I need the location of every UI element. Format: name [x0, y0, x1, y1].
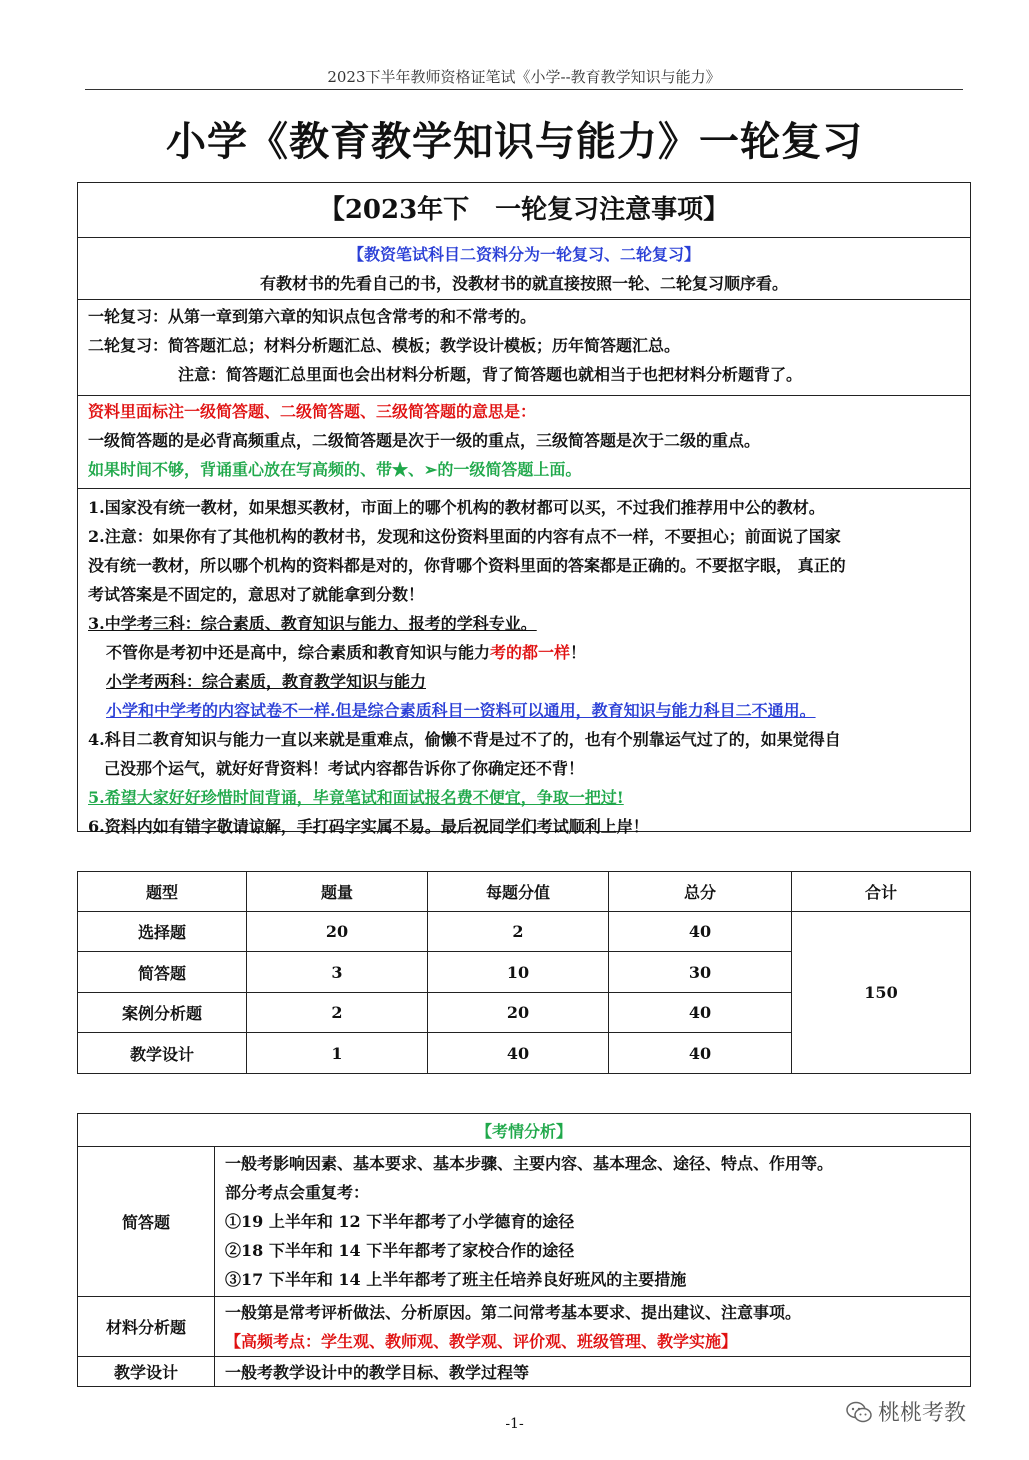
score-cell: 选择题 — [78, 912, 247, 952]
score-header-cell: 总分 — [609, 872, 792, 912]
score-cell: 3 — [247, 952, 428, 993]
analysis-material-l2: 【高频考点：学生观、教师观、教学观、评价观、班级管理、教学实施】 — [225, 1331, 738, 1351]
notice-p5: 5.希望大家好好珍惜时间背诵，毕竟笔试和面试报名费不便宜，争取一把过! — [88, 788, 624, 807]
notice-heading: 【2023年下 一轮复习注意事项】 — [318, 195, 730, 225]
score-cell: 教学设计 — [78, 1033, 247, 1074]
score-cell: 简答题 — [78, 952, 247, 993]
table-row — [78, 1357, 971, 1387]
analysis-short-l1: 一般考影响因素、基本要求、基本步骤、主要内容、基本理念、途径、特点、作用等。 — [225, 1154, 834, 1173]
notice-p4b: 己没那个运气，就好好背资料！考试内容都告诉你了你确定还不背！ — [104, 759, 585, 778]
score-cell: 40 — [609, 912, 792, 952]
notice-p3: 3.中学考三科：综合素质、教育知识与能力、报考的学科专业。 — [88, 614, 537, 633]
notice-s3-line1: 资料里面标注一级简答题、二级简答题、三级简答题的意思是： — [88, 402, 537, 421]
notice-heading-section — [78, 183, 970, 238]
watermark-text: 桃桃考教 — [878, 1401, 967, 1426]
analysis-material-l1: 一般第是常考评析做法、分析原因。第二问常考基本要求、提出建议、注意事项。 — [225, 1302, 802, 1322]
analysis-short-l5: ③17 下半年和 14 上半年都考了班主任培养良好班风的主要措施 — [225, 1270, 687, 1289]
notice-p4a: 4.科目二教育知识与能力一直以来就是重难点，偷懒不背是过不了的，也有个别靠运气过了的，如果觉得自 — [88, 730, 841, 749]
score-cell: 40 — [609, 1033, 792, 1074]
score-total-cell: 150 — [792, 912, 971, 1074]
table-row — [78, 912, 971, 952]
notice-s2-line2: 二轮复习：简答题汇总；材料分析题汇总、模板；教学设计模板；历年简答题汇总。 — [88, 336, 681, 355]
analysis-label: 教学设计 — [78, 1357, 215, 1387]
notice-p3b-red: 考的都一样 — [490, 643, 571, 662]
running-header: 2023下半年教师资格证笔试《小学--教育教学知识与能力》 — [85, 66, 963, 90]
notice-s3-line3: 如果时间不够，背诵重心放在写高频的、带★、➢的一级简答题上面。 — [88, 460, 582, 479]
score-cell: 1 — [247, 1033, 428, 1074]
notice-p2a: 2.注意：如果你有了其他机构的教材书，发现和这份资料里面的内容有点不一样，不要担心；前面说了国家 — [88, 527, 841, 546]
score-cell: 20 — [428, 993, 609, 1033]
score-header-cell: 题型 — [78, 872, 247, 912]
notice-p6: 6.资料内如有错字敬请谅解，手打码字实属不易。最后祝同学们考试顺利上岸！ — [88, 817, 649, 836]
notice-p3d: 小学和中学考的内容试卷不一样.但是综合素质科目一资料可以通用，教育知识与能力科目二不通用。 — [106, 701, 816, 720]
analysis-content — [215, 1297, 971, 1357]
score-cell: 30 — [609, 952, 792, 993]
notice-s1-line2: 有教材书的先看自己的书，没教材书的就直接按照一轮、二轮复习顺序看。 — [259, 274, 788, 293]
notice-section-2 — [78, 300, 970, 396]
analysis-label: 简答题 — [78, 1147, 215, 1297]
notice-p3b — [78, 638, 970, 667]
watermark — [846, 1396, 966, 1427]
notice-box — [77, 182, 971, 836]
score-cell: 2 — [247, 993, 428, 1033]
score-header-cell: 每题分值 — [428, 872, 609, 912]
notice-section-3 — [78, 396, 970, 489]
analysis-table — [77, 1113, 971, 1387]
score-header-cell: 题量 — [247, 872, 428, 912]
analysis-short-l2: 部分考点会重复考： — [225, 1183, 370, 1202]
notice-s1-line1: 【教资笔试科目二资料分为一轮复习、二轮复习】 — [347, 245, 700, 264]
page-number: -1- — [505, 1416, 524, 1432]
analysis-content: 一般考教学设计中的教学目标、教学过程等 — [215, 1357, 971, 1387]
table-row — [78, 1297, 971, 1357]
score-header-cell: 合计 — [792, 872, 971, 912]
notice-s3-line2: 一级简答题的是必背高频重点，二级简答题是次于一级的重点，三级简答题是次于二级的重点。 — [88, 431, 761, 450]
analysis-short-l3: ①19 上半年和 12 下半年都考了小学德育的途径 — [225, 1212, 575, 1231]
score-cell: 40 — [609, 993, 792, 1033]
page-title: 小学《教育教学知识与能力》一轮复习 — [166, 118, 863, 165]
score-table — [77, 871, 971, 1074]
notice-p2c: 考试答案是不固定的，意思对了就能拿到分数！ — [88, 585, 425, 604]
analysis-content — [215, 1147, 971, 1297]
notice-s2-line1: 一轮复习：从第一章到第六章的知识点包含常考的和不常考的。 — [88, 307, 537, 326]
score-header-row — [78, 872, 971, 912]
score-cell: 10 — [428, 952, 609, 993]
notice-section-4 — [78, 489, 970, 841]
notice-p3b-text: 不管你是考初中还是高中，综合素质和教育知识与能力 — [106, 643, 491, 662]
notice-section-1 — [78, 238, 970, 300]
wechat-icon — [846, 1401, 872, 1423]
notice-p1: 1.国家没有统一教材，如果想买教材，市面上的哪个机构的教材都可以买，不过我们推荐用中公的教材。 — [88, 498, 825, 517]
notice-p3c: 小学考两科：综合素质，教育教学知识与能力 — [106, 672, 427, 691]
score-cell: 40 — [428, 1033, 609, 1074]
notice-p2b: 没有统一教材，所以哪个机构的资料都是对的，你背哪个资料里面的答案都是正确的。不要抠字眼， 真正的 — [88, 556, 846, 575]
table-row — [78, 1147, 971, 1297]
score-cell: 2 — [428, 912, 609, 952]
analysis-title-row — [78, 1114, 971, 1147]
analysis-short-l4: ②18 下半年和 14 下半年都考了家校合作的途径 — [225, 1241, 575, 1260]
notice-s2-line3: 注意：简答题汇总里面也会出材料分析题，背了简答题也就相当于也把材料分析题背了。 — [178, 365, 803, 384]
analysis-label: 材料分析题 — [78, 1297, 215, 1357]
score-cell: 20 — [247, 912, 428, 952]
score-cell: 案例分析题 — [78, 993, 247, 1033]
notice-p3b-end: ！ — [570, 643, 587, 662]
analysis-title: 【考情分析】 — [78, 1114, 971, 1147]
